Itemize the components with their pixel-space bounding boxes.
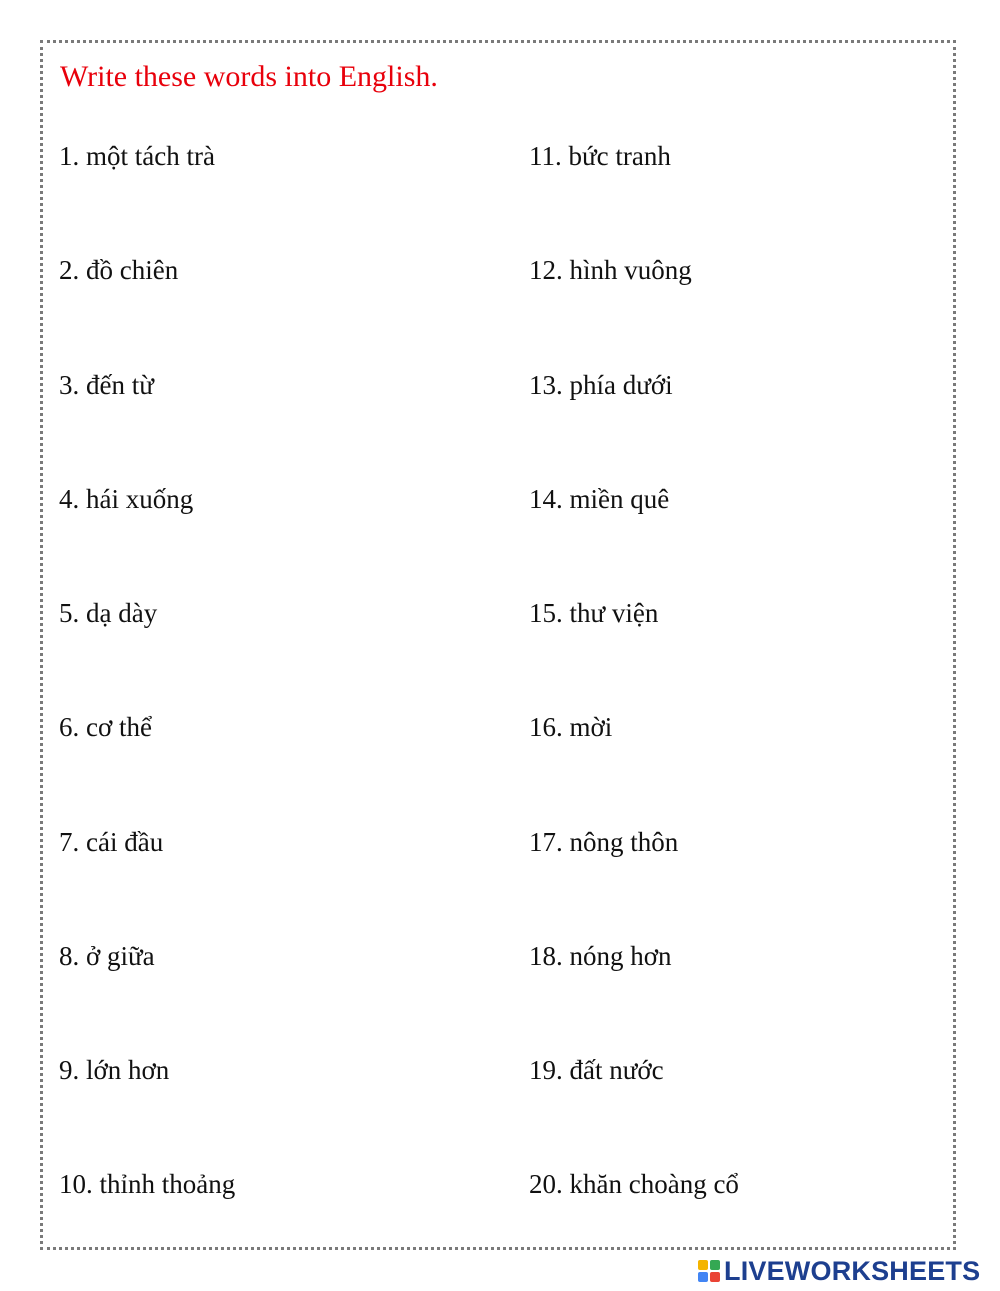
vocab-item-5: 5. dạ dày xyxy=(59,598,158,628)
vocab-item-9: 9. lớn hơn xyxy=(59,1055,170,1085)
vocab-item-17: 17. nông thôn xyxy=(529,827,679,857)
vocab-item-10: 10. thỉnh thoảng xyxy=(59,1169,236,1199)
vocab-item-15: 15. thư viện xyxy=(529,598,659,628)
brand-wordmark: LIVEWORKSHEETS xyxy=(724,1256,981,1286)
logo-square-1 xyxy=(698,1260,708,1270)
vocab-item-16: 16. mời xyxy=(529,712,613,742)
vocab-item-19: 19. đất nước xyxy=(529,1055,664,1085)
vocab-item-7: 7. cái đầu xyxy=(59,827,164,857)
worksheet-heading: Write these words into English. xyxy=(60,60,438,93)
vocab-item-11: 11. bức tranh xyxy=(529,141,671,171)
vocab-item-18: 18. nóng hơn xyxy=(529,941,672,971)
vocab-item-2: 2. đồ chiên xyxy=(59,255,179,285)
vocab-item-8: 8. ở giữa xyxy=(59,941,155,971)
vocab-item-1: 1. một tách trà xyxy=(59,141,215,171)
liveworksheets-logo-icon xyxy=(698,1260,720,1282)
worksheet-border xyxy=(40,40,956,1250)
vocab-item-13: 13. phía dưới xyxy=(529,370,673,400)
liveworksheets-brand xyxy=(698,1256,980,1286)
logo-square-4 xyxy=(710,1272,720,1282)
vocab-item-12: 12. hình vuông xyxy=(529,255,692,285)
vocab-item-4: 4. hái xuống xyxy=(59,484,194,514)
logo-square-2 xyxy=(710,1260,720,1270)
vocab-item-14: 14. miền quê xyxy=(529,484,670,514)
vocab-item-20: 20. khăn choàng cổ xyxy=(529,1169,739,1199)
logo-square-3 xyxy=(698,1272,708,1282)
vocab-item-3: 3. đến từ xyxy=(59,370,154,400)
vocab-item-6: 6. cơ thể xyxy=(59,712,152,742)
